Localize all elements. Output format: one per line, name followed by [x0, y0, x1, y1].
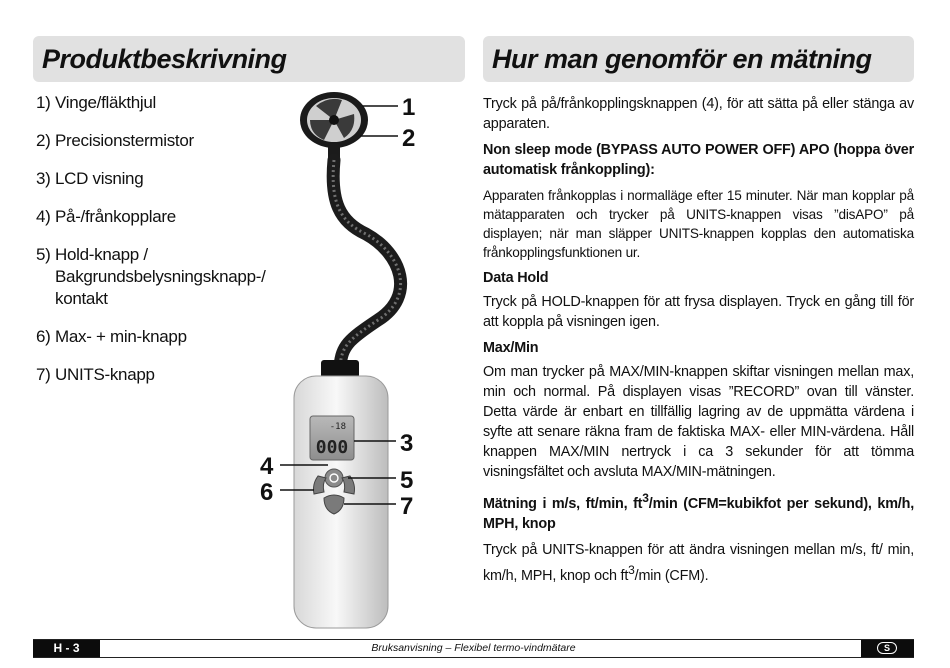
part-number: 7): [36, 365, 51, 384]
part-label: Precisionstermistor: [55, 131, 194, 150]
language-tag: [861, 640, 914, 657]
data-hold-heading: Data Hold: [483, 270, 549, 286]
part-number: 2): [36, 131, 51, 150]
page-number: H - 3: [33, 640, 100, 657]
superscript: 3: [628, 562, 635, 577]
page-footer: [33, 639, 914, 658]
units-heading-part: /min (CFM=kubikfot per sekund), km/h, MPH, knop: [483, 495, 914, 532]
units-text-part: Tryck på UNITS-knappen för att ändra visningen mellan m/s, ft/ min, km/h, MPH, knop och ft: [483, 541, 914, 584]
anemometer-illustration: [258, 84, 428, 632]
superscript: 3: [642, 491, 649, 505]
units-text-part: /min (CFM).: [634, 567, 709, 584]
part-number: 5): [36, 245, 51, 264]
neck-collar: [321, 360, 359, 378]
vane-head: [300, 92, 368, 162]
section-heading-measurement: Hur man genomför en mätning: [483, 36, 914, 82]
apo-heading: Non sleep mode (BYPASS AUTO POWER OFF) APO (hoppa över automatisk frånkoppling):: [483, 142, 914, 178]
callout-1: 1: [402, 94, 416, 121]
part-number: 3): [36, 169, 51, 188]
part-label: Vinge/fläkthjul: [55, 93, 157, 112]
power-button: [325, 469, 343, 487]
measurement-instructions: [483, 94, 914, 592]
callout-3: 3: [400, 430, 414, 457]
apo-text: Apparaten frånkopplas i normalläge efter 15 minuter. När man kopplar på mätapparaten och trycker på UNITS-knappen visas ”disAPO” på displayen; när man släpper UNITS-knappen kopplas den automatiska frånkopplingsfunktionen ur.: [483, 188, 914, 260]
part-label: Hold-knapp / Bakgrundsbelysningsknapp-/ kontakt: [55, 245, 266, 308]
callout-2: 2: [402, 125, 416, 152]
section-heading-product-description: Produktbeskrivning: [33, 36, 465, 82]
part-number: 4): [36, 207, 51, 226]
part-label: På-/frånkopplare: [55, 207, 176, 226]
max-min-text: Om man trycker på MAX/MIN-knappen skiftar visningen mellan max, min och normal. På displayen visas ”RECORD” ovan till vänster. Detta värde är enbart en tillfällig lagring av de uppmätta värdena i syfte att senare räkna fram de faktiska MAX- eller MIN-värdena. Håll knappen MAX/MIN nertryck i ca 3 sekunder för att tömma visningsfältet och avsluta MAX/MIN-mätningen.: [483, 364, 914, 480]
part-number: 1): [36, 93, 51, 112]
flexible-neck: [333, 160, 400, 366]
callout-6: 6: [260, 479, 274, 506]
part-label: Max- + min-knapp: [55, 327, 187, 346]
data-hold-text: Tryck på HOLD-knappen för att frysa displayen. Tryck en gång till för att koppla på visningen igen.: [483, 294, 914, 330]
units-heading: [483, 488, 914, 534]
callout-7: 7: [400, 493, 414, 520]
max-min-heading: Max/Min: [483, 340, 539, 356]
language-badge: S: [877, 642, 897, 654]
callout-5: 5: [400, 467, 414, 494]
callout-4: 4: [260, 453, 274, 480]
intro-text: Tryck på på/frånkopplingsknappen (4), för att sätta på eller stänga av apparaten.: [483, 96, 914, 132]
manual-title: Bruksanvisning – Flexibel termo-vindmätare: [371, 642, 576, 654]
part-number: 6): [36, 327, 51, 346]
lcd-main-reading: 000: [315, 437, 349, 458]
units-heading-part: Mätning i m/s, ft/min, ft: [483, 495, 643, 512]
lcd-top-reading: -18: [329, 422, 346, 432]
part-label: UNITS-knapp: [55, 365, 155, 384]
units-text: [483, 540, 914, 586]
part-label: LCD visning: [55, 169, 144, 188]
